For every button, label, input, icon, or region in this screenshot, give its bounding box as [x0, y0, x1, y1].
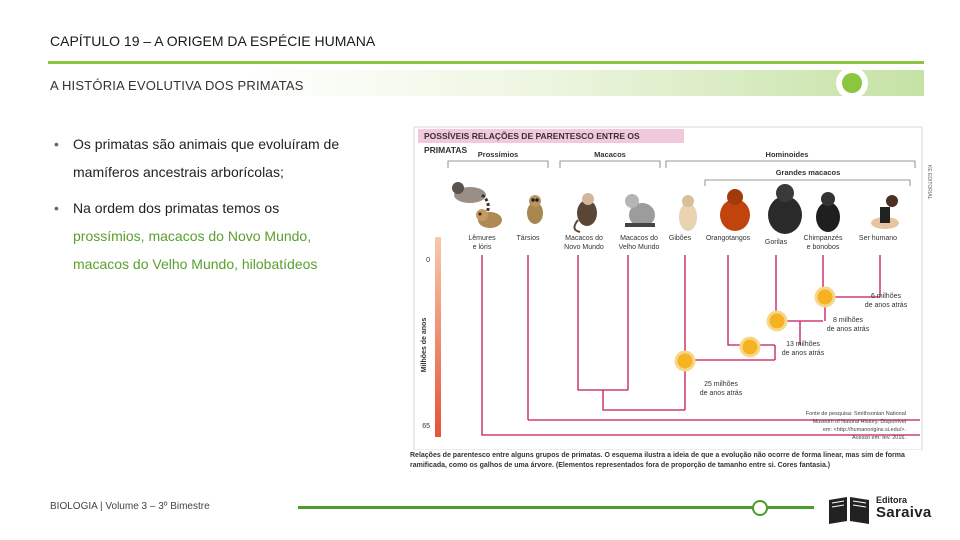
branch-lemurs — [482, 255, 920, 435]
bullet-dot-icon: • — [54, 136, 59, 152]
publisher-logo — [826, 494, 946, 524]
human-icon — [871, 195, 899, 229]
node-label: 13 milhões — [786, 341, 820, 348]
footer-line — [298, 506, 814, 509]
tree-branches — [482, 255, 920, 435]
taxon-label: Ser humano — [858, 235, 898, 242]
group-label-hominoids: Hominoides — [765, 150, 809, 159]
svg-text:Acesso em: fev. 2016.: Acesso em: fev. 2016. — [851, 435, 906, 441]
taxon-label: Gibões — [668, 235, 692, 242]
tarsier-icon — [527, 195, 543, 224]
figure-caption: Relações de parentesco entre alguns grupos de primatas. O esquema ilustra a ideia de que a evolução não ocorre de forma linear, mas sim de forma ramificada, como os galhos de uma árvore. (Elementos representados fora de proporção de tamanho entre si. Cores fantasia.) — [410, 452, 905, 469]
chimpanzee-icon — [816, 192, 840, 232]
taxon-label: Orangotangos — [705, 235, 751, 242]
taxon-label: Gorilas — [764, 239, 788, 246]
bullet-dot-icon: • — [54, 200, 59, 216]
branch-new-world — [578, 255, 628, 390]
old-world-monkey-icon — [625, 194, 655, 227]
gorilla-icon — [768, 184, 802, 234]
axis-tick-0: 0 — [426, 257, 430, 264]
figure-credit: KE EDITORIAL — [926, 165, 932, 200]
branch-gorillas — [776, 255, 823, 321]
taxon-label: Novo Mundo — [564, 244, 604, 251]
logo-small-text: Editora — [876, 495, 908, 505]
node-label: de anos atrás — [781, 350, 825, 357]
chapter-title: CAPÍTULO 19 – A ORIGEM DA ESPÉCIE HUMANA — [50, 33, 376, 49]
bullet-text: Na ordem dos primatas temos os — [73, 200, 280, 216]
bullet-highlight: prossímios, macacos do Novo Mundo, macacos do Velho Mundo, hilobatídeos — [73, 228, 318, 272]
bracket-prosimians — [448, 161, 548, 168]
logo-big-text: Saraiva — [876, 504, 932, 521]
section-title: A HISTÓRIA EVOLUTIVA DOS PRIMATAS — [50, 78, 304, 93]
footer-circle-icon — [752, 500, 768, 516]
svg-text:Fonte de pesquisa: Smithsonian: Fonte de pesquisa: Smithsonian National — [805, 411, 906, 417]
bullet-item — [50, 194, 350, 278]
figure-title: POSSÍVEIS RELAÇÕES DE PARENTESCO ENTRE OS PRIMATAS — [418, 129, 684, 143]
node-label: de anos atrás — [864, 302, 908, 309]
node-13mya — [741, 338, 759, 356]
node-25mya — [676, 352, 694, 370]
gibbon-icon — [679, 195, 697, 231]
orangutan-icon — [720, 189, 750, 231]
node-6mya — [816, 288, 834, 306]
node-label: de anos atrás — [826, 326, 870, 333]
node-label: de anos atrás — [699, 390, 743, 397]
group-brackets — [448, 161, 915, 186]
axis-tick-65: 65 — [422, 423, 430, 430]
divergence-nodes — [676, 288, 834, 370]
taxon-label: e bonobos — [806, 244, 840, 251]
group-label-great-apes: Grandes macacos — [775, 168, 841, 177]
taxon-labels — [468, 235, 897, 251]
group-label-monkeys: Macacos — [594, 150, 626, 159]
phylogeny-figure — [410, 125, 940, 475]
time-axis-bar — [435, 237, 441, 437]
taxon-label: Chimpanzés — [803, 235, 843, 242]
bullet-list — [50, 130, 350, 286]
figure-frame — [414, 127, 922, 450]
branch-gibbons — [685, 255, 775, 360]
node-label: 8 milhões — [833, 317, 863, 324]
taxon-label: Macacos do — [620, 235, 658, 242]
taxon-label: Velho Mundo — [618, 244, 660, 251]
source-note — [806, 411, 907, 441]
book-icon — [826, 494, 872, 524]
axis-label: Milhões de anos — [421, 317, 428, 373]
taxon-label: e lóris — [472, 244, 492, 251]
node-8mya — [768, 312, 786, 330]
loris-icon — [476, 209, 502, 228]
header-rule — [48, 61, 924, 64]
taxon-label: Társios — [516, 235, 540, 242]
bullet-text: Os primatas são animais que evoluíram de mamíferos ancestrais arborícolas; — [73, 136, 340, 180]
branch-monkeys-join — [603, 390, 685, 410]
bracket-hominoids — [666, 161, 915, 168]
bullet-item — [50, 130, 350, 186]
group-label-prosimians: Prossímios — [477, 150, 519, 159]
phylogeny-tree — [410, 125, 940, 450]
svg-text:Museum of Natural History. Dis: Museum of Natural History. Disponível — [812, 419, 906, 425]
bracket-great-apes — [705, 180, 910, 186]
svg-text:em: <http://humanorigins.si.ed: em: <http://humanorigins.si.edu/>. — [822, 427, 906, 433]
taxon-label: Lêmures — [468, 235, 496, 242]
circle-badge-icon — [832, 66, 872, 100]
taxon-label: Macacos do — [565, 235, 603, 242]
footer-text: BIOLOGIA | Volume 3 – 3º Bimestre — [50, 501, 210, 512]
animal-illustrations — [452, 182, 899, 234]
node-label: 25 milhões — [704, 381, 738, 388]
branch-orangutans — [728, 255, 775, 345]
new-world-monkey-icon — [574, 193, 597, 232]
bracket-monkeys — [560, 161, 660, 168]
node-label: 6 milhões — [871, 293, 901, 300]
